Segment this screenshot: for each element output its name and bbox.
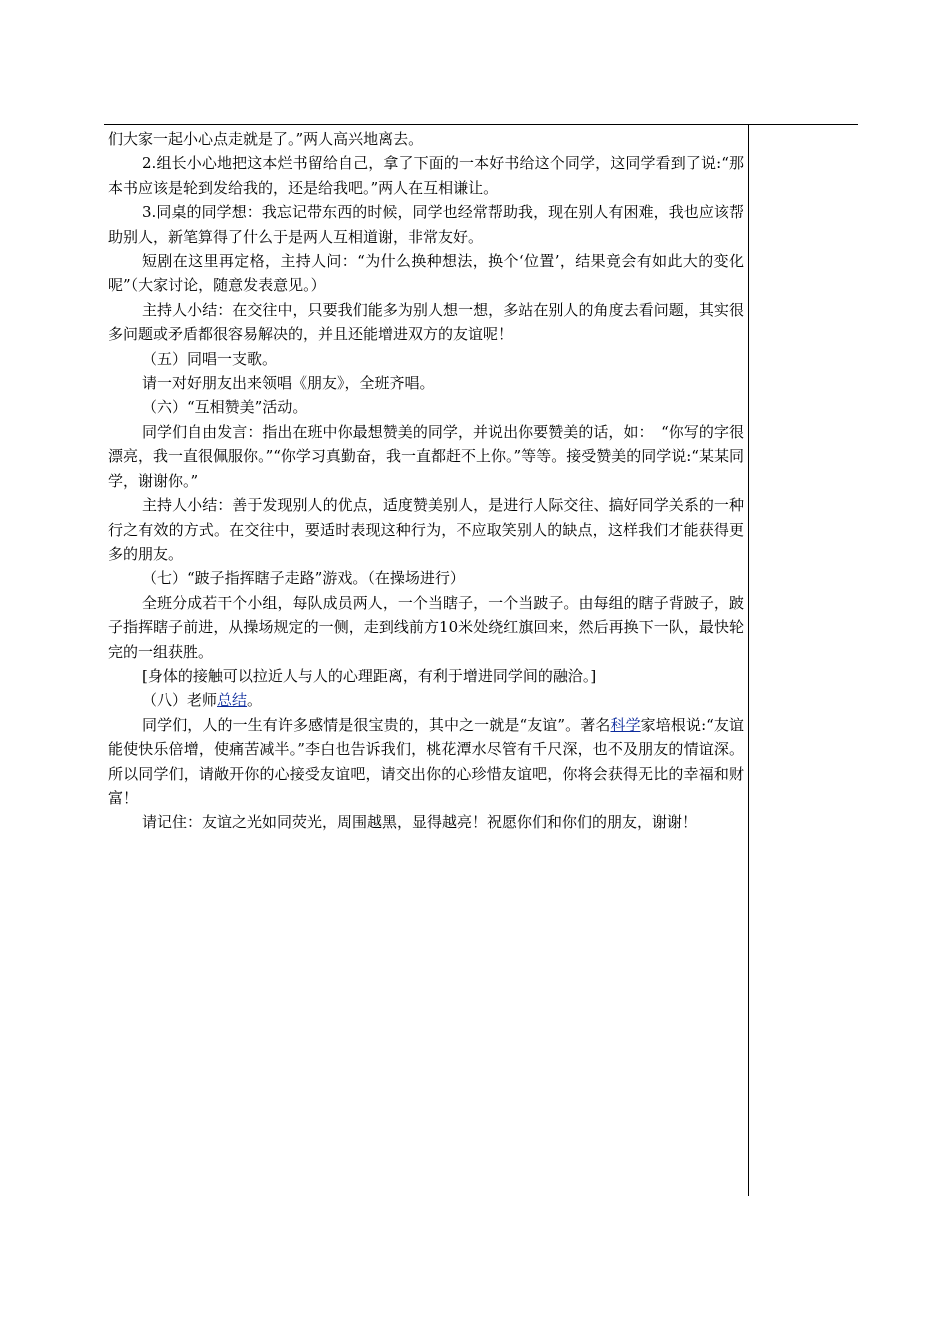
heading-text: （八）老师 bbox=[142, 691, 218, 710]
paragraph: 2.组长小心地把这本烂书留给自己，拿了下面的一本好书给这个同学，这同学看到了说:“那本书应该是轮到发给我的，还是给我吧。”两人在互相谦让。 bbox=[108, 154, 744, 197]
host-summary-paragraph: 主持人小结：在交往中，只要我们能多为别人想一想，多站在别人的角度去看问题，其实很多问题或矛盾都很容易解决的，并且还能增进双方的友谊呢！ bbox=[108, 300, 744, 344]
table-column-divider bbox=[748, 124, 749, 1196]
paragraph: 同学们自由发言：指出在班中你最想赞美的同学，并说出你要赞美的话，如： “你写的字很漂亮，我一直很佩服你。”“你学习真勤奋，我一直都赶不上你。”等等。接受赞美的同学说:“某某同学，谢谢你。” bbox=[108, 422, 744, 490]
section-heading-7: （七）“跛子指挥瞎子走路”游戏。（在操场进行） bbox=[142, 569, 465, 588]
paragraph: 短剧在这里再定格，主持人问：“为什么换种想法，换个‘位置’，结果竟会有如此大的变化呢”（大家讨论，随意发表意见。） bbox=[108, 252, 744, 295]
closing-paragraph bbox=[108, 713, 744, 811]
paragraph: 全班分成若干个小组，每队成员两人，一个当瞎子，一个当跛子。由每组的瞎子背跛子，跛子指挥瞎子前进，从操场规定的一侧，走到线前方10米处绕红旗回来，然后再换下一队，最快轮完的一组获胜。 bbox=[108, 593, 744, 661]
summary-link[interactable]: 总结 bbox=[217, 691, 248, 710]
section-heading-5: （五）同唱一支歌。 bbox=[142, 349, 278, 368]
bracket-note: [身体的接触可以拉近人与人的心理距离，有利于增进同学间的融洽。] bbox=[142, 666, 597, 685]
section-heading-6: （六）“互相赞美”活动。 bbox=[142, 398, 308, 417]
section-heading-8 bbox=[108, 688, 744, 712]
paragraph: 们大家一起小心点走就是了。”两人高兴地离去。 bbox=[108, 130, 424, 148]
paragraph-text: 家培根说:“友谊能使快乐倍增，使痛苦减半。”李白也告诉我们，桃花潭水尽管有千尺深，也不及朋友的情谊深。所以同学们，请敞开你的心接受友谊吧，请交出你的心珍惜友谊吧，你将会获得无比的幸福和财富！ bbox=[108, 715, 744, 807]
science-link[interactable]: 科学 bbox=[610, 715, 641, 734]
final-paragraph: 请记住：友谊之光如同荧光，周围越黑，显得越亮！祝愿你们和你们的朋友，谢谢！ bbox=[142, 813, 698, 832]
host-summary-paragraph: 主持人小结：善于发现别人的优点，适度赞美别人，是进行人际交往、搞好同学关系的一种行之有效的方式。在交往中，要适时表现这种行为，不应取笑别人的缺点，这样我们才能获得更多的朋友。 bbox=[108, 496, 744, 563]
lesson-content-cell bbox=[108, 127, 744, 835]
heading-text: 。 bbox=[247, 691, 263, 710]
table-top-border bbox=[104, 124, 858, 125]
paragraph: 请一对好朋友出来领唱《朋友》，全班齐唱。 bbox=[142, 374, 435, 393]
paragraph: 3.同桌的同学想：我忘记带东西的时候，同学也经常帮助我，现在别人有困难，我也应该帮助别人，新笔算得了什么于是两人互相道谢，非常友好。 bbox=[108, 203, 744, 246]
paragraph-text: 同学们，人的一生有许多感情是很宝贵的，其中之一就是“友谊”。著名 bbox=[142, 715, 611, 734]
